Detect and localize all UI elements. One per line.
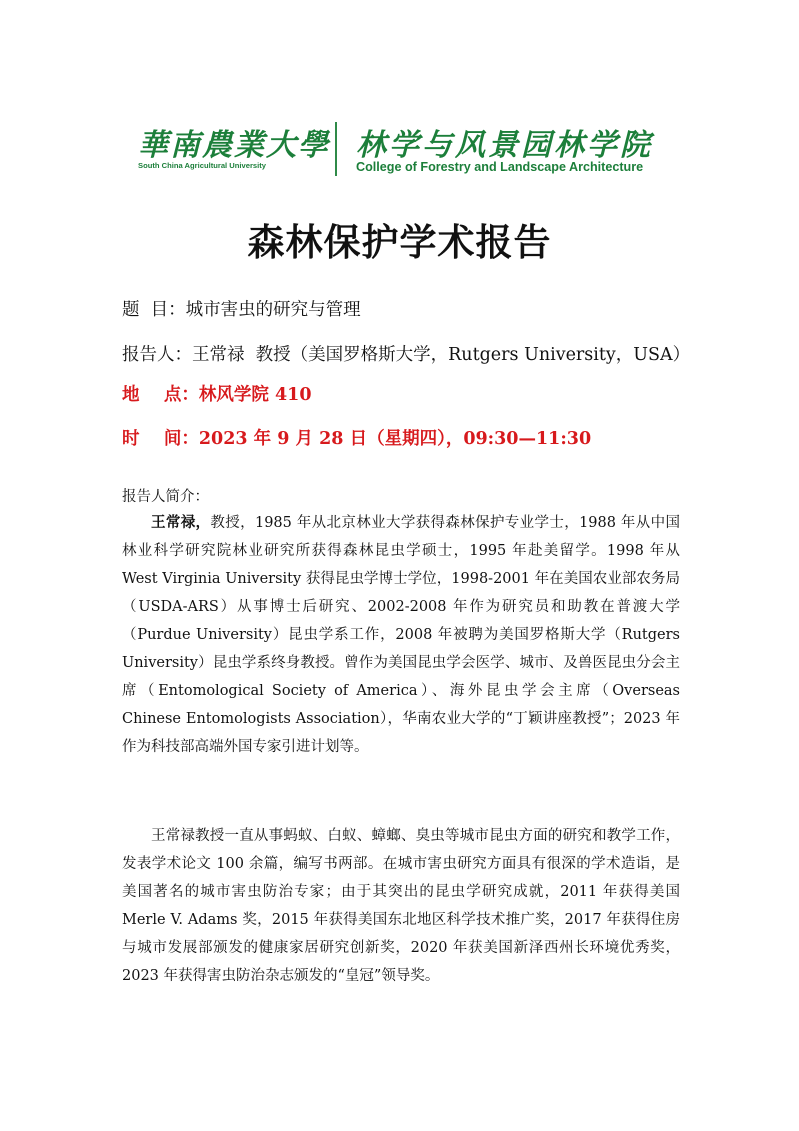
topic-line [122, 296, 361, 321]
speaker-line [122, 341, 690, 366]
topic-value: 城市害虫的研究与管理 [185, 300, 361, 320]
time-line [122, 425, 591, 450]
time-value: 2023 年 9 月 28 日（星期四），09:30—11:30 [198, 429, 592, 449]
topic-label: 题 目： [122, 300, 186, 320]
header-divider [335, 122, 337, 176]
speaker-name: 王常禄， [151, 514, 211, 531]
bio-paragraph-2: 王常禄教授一直从事蚂蚁、白蚁、蟑螂、臭虫等城市昆虫方面的研究和教学工作，发表学术论文 100 余篇，编写书两部。在城市害虫研究方面具有很深的学术造诣，是美国著名的城市害虫防治专家；由于其突出的昆虫学研究成就，2011 年获得美国 Merle V. Adams 奖，2015 年获得美国东北地区科学技术推广奖，2017 年获得住房与城市发展部颁发的健康家居研究创新奖，2020 年获美国新泽西州长环境优秀奖，2023 年获得害虫防治杂志颁发的“皇冠”领导奖。 [122, 828, 680, 984]
location-label: 地 点： [122, 385, 199, 405]
college-name-cn: 林学与风景园林学院 [356, 128, 653, 163]
university-logo-cn: 華南農業大學 [138, 128, 330, 163]
university-name-en: South China Agricultural University [138, 161, 266, 170]
bio-paragraph-1-text: 教授，1985 年从北京林业大学获得森林保护专业学士，1988 年从中国林业科学研究院林业研究所获得森林昆虫学硕士，1995 年赴美留学。1998 年从 West Virginia University 获得昆虫学博士学位，1998-2001 年在美国农业部农务局（USDA-ARS）从事博士后研究、2002-2008 年作为研究员和助教在普渡大学（Purdue University）昆虫学系工作，2008 年被聘为美国罗格斯大学（Rutgers University）昆虫学系终身教授。曾作为美国昆虫学会医学、城市、及兽医昆虫分会主席（Entomological Society of America）、海外昆虫学会主席（Overseas Chinese Entomologists Association），华南农业大学的“丁颖讲座教授”；2023 年作为科技部高端外国专家引进计划等。 [122, 515, 680, 755]
page-title: 森林保护学术报告 [247, 221, 552, 264]
location-value: 林风学院 410 [198, 385, 312, 405]
intro-heading: 报告人简介： [122, 489, 209, 505]
speaker-label: 报告人： [122, 345, 192, 365]
bio-paragraph-1 [122, 509, 680, 761]
speaker-value: 王常禄 教授（美国罗格斯大学，Rutgers University，USA） [192, 345, 691, 365]
college-name-en: College of Forestry and Landscape Architecture [356, 160, 644, 174]
header-banner [0, 110, 799, 185]
location-line [122, 381, 312, 406]
time-label: 时 间： [122, 429, 199, 449]
